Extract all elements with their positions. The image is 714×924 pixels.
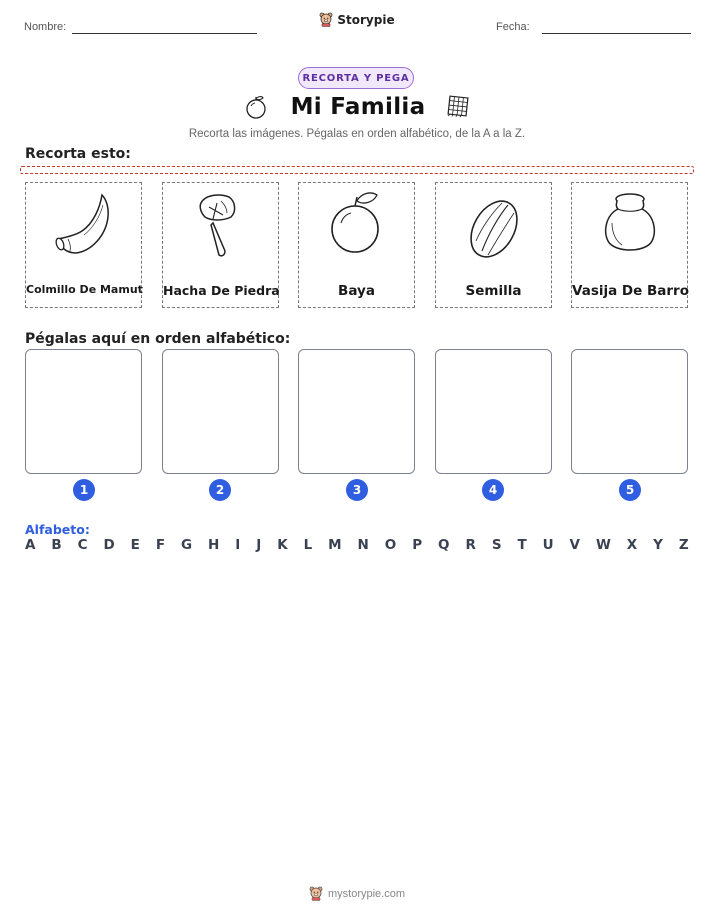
alphabet-letter: Y bbox=[653, 537, 663, 553]
paste-box[interactable] bbox=[298, 349, 415, 474]
alphabet-row bbox=[25, 537, 689, 553]
cut-section-label: Recorta esto: bbox=[25, 146, 131, 162]
alphabet-letter: B bbox=[51, 537, 62, 553]
cut-line[interactable] bbox=[20, 166, 694, 174]
alphabet-letter: S bbox=[491, 537, 502, 553]
order-number-badge: 3 bbox=[346, 479, 368, 501]
stone-axe-icon bbox=[191, 189, 251, 264]
cut-item-name: Vasija De Barro bbox=[572, 283, 689, 299]
alphabet-letter: H bbox=[208, 537, 220, 553]
alphabet-letter: T bbox=[517, 537, 527, 553]
alphabet-letter: I bbox=[235, 537, 241, 553]
order-number-badge: 2 bbox=[209, 479, 231, 501]
alphabet-letter: J bbox=[256, 537, 262, 553]
cut-item-name: Colmillo De Mamut bbox=[26, 283, 143, 296]
paste-box[interactable] bbox=[25, 349, 142, 474]
alphabet-letter: L bbox=[303, 537, 313, 553]
alphabet-letter: A bbox=[25, 537, 36, 553]
activity-badge: RECORTA Y PEGA bbox=[298, 67, 414, 89]
alphabet-letter: Z bbox=[678, 537, 689, 553]
seed-icon bbox=[464, 189, 524, 259]
alphabet-letter: Q bbox=[438, 537, 450, 553]
paste-box[interactable] bbox=[162, 349, 279, 474]
page-title: Mi Familia bbox=[290, 94, 426, 120]
cut-card[interactable] bbox=[25, 182, 142, 308]
bear-mascot-icon bbox=[309, 886, 323, 901]
footer bbox=[0, 886, 714, 901]
cut-item-name: Baya bbox=[338, 283, 375, 299]
alphabet-letter: D bbox=[103, 537, 115, 553]
order-number-badge: 4 bbox=[482, 479, 504, 501]
cut-item-name: Hacha De Piedra bbox=[163, 283, 280, 298]
cut-card[interactable] bbox=[298, 182, 415, 308]
cut-item-name: Semilla bbox=[465, 283, 522, 299]
alphabet-label: Alfabeto: bbox=[25, 522, 90, 537]
brand-logo bbox=[0, 12, 714, 27]
orange-icon bbox=[243, 94, 269, 120]
alphabet-letter: X bbox=[626, 537, 638, 553]
alphabet-letter: R bbox=[465, 537, 476, 553]
date-label: Fecha: bbox=[496, 21, 530, 33]
berry-icon bbox=[327, 189, 387, 259]
alphabet-letter: U bbox=[542, 537, 554, 553]
paste-box[interactable] bbox=[571, 349, 688, 474]
name-line[interactable] bbox=[72, 33, 257, 34]
bear-mascot-icon bbox=[319, 12, 333, 27]
instructions: Recorta las imágenes. Pégalas en orden alfabético, de la A a la Z. bbox=[188, 128, 526, 140]
alphabet-letter: O bbox=[384, 537, 397, 553]
order-number-badge: 1 bbox=[73, 479, 95, 501]
woven-mat-icon bbox=[447, 95, 471, 119]
alphabet-letter: V bbox=[569, 537, 580, 553]
mammoth-tusk-icon bbox=[54, 189, 114, 259]
name-label: Nombre: bbox=[24, 21, 67, 33]
title-row bbox=[0, 92, 714, 122]
alphabet-letter: F bbox=[155, 537, 166, 553]
alphabet-letter: M bbox=[328, 537, 342, 553]
brand-name: Storypie bbox=[337, 12, 395, 27]
cut-card[interactable] bbox=[162, 182, 279, 308]
date-line[interactable] bbox=[542, 33, 691, 34]
alphabet-letter: P bbox=[412, 537, 423, 553]
alphabet-letter: W bbox=[595, 537, 611, 553]
cut-card[interactable] bbox=[571, 182, 688, 308]
paste-box[interactable] bbox=[435, 349, 552, 474]
footer-url[interactable]: mystorypie.com bbox=[327, 887, 406, 900]
clay-pot-icon bbox=[600, 189, 660, 259]
alphabet-letter: K bbox=[277, 537, 288, 553]
alphabet-letter: E bbox=[130, 537, 140, 553]
alphabet-letter: N bbox=[357, 537, 369, 553]
cut-card[interactable] bbox=[435, 182, 552, 308]
order-number-badge: 5 bbox=[619, 479, 641, 501]
alphabet-letter: G bbox=[180, 537, 193, 553]
paste-section-label: Pégalas aquí en orden alfabético: bbox=[25, 331, 291, 347]
alphabet-letter: C bbox=[77, 537, 88, 553]
